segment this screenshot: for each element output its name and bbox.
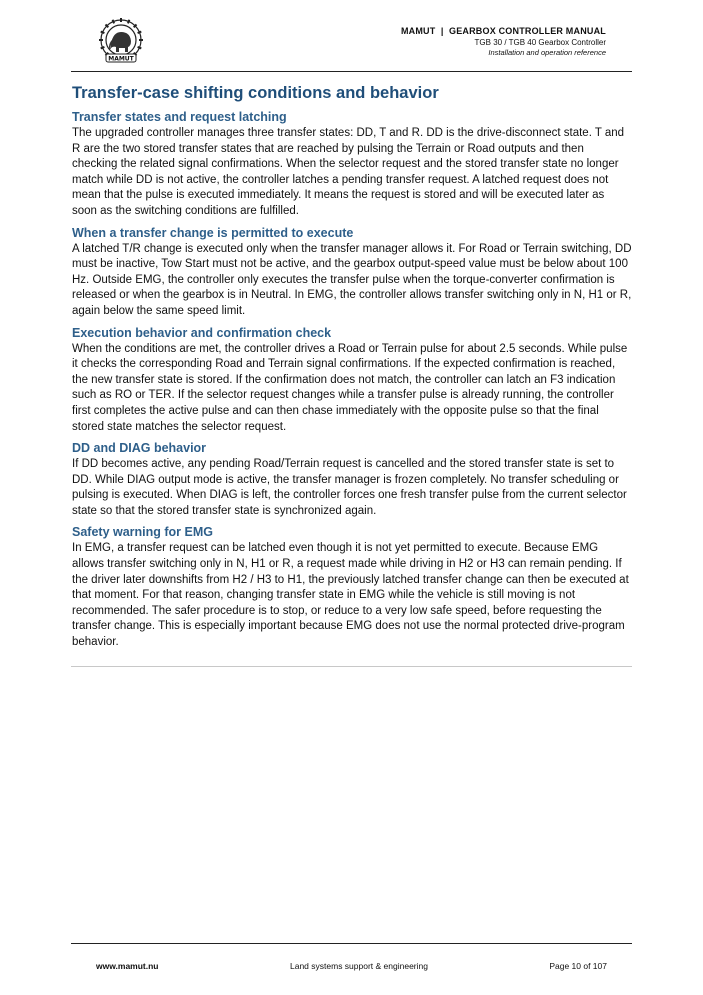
section-body: If DD becomes active, any pending Road/Terrain request is cancelled and the stored transfer state is set to DD. While DIAG output mode is active, the transfer manager is frozen completely. No transfer scheduling or pulsing is executed. When DIAG is left, the controller forces one fresh transfer pulse from the current selector state so that the stored transfer state is synchronized again. <box>72 458 627 517</box>
brand-name: MAMUT <box>400 26 436 36</box>
header-rule <box>71 71 632 72</box>
section-heading: When a transfer change is permitted to execute <box>72 225 354 240</box>
section-body: When the conditions are met, the controller drives a Road or Terrain pulse for about 2.5 seconds. While pulse it checks the corresponding Road and Terrain signal confirmations. If the expected confirmation is reached, the new transfer state is stored. If the confirmation does not match, the controller can latch an F3 indication such as RO or TER. If the selector request changes while a transfer pulse is already running, the controller first completes the active pulse and can then chase immediately with the opposite pulse so that the final stored state matches the selector request. <box>72 342 628 433</box>
section-heading: DD and DIAG behavior <box>72 441 207 456</box>
content-end-rule <box>71 666 632 667</box>
mamut-seal-logo <box>94 16 148 66</box>
section-heading: Transfer states and request latching <box>72 110 287 124</box>
header-separator: | <box>440 26 444 36</box>
footer-page-number: Page 10 of 107 <box>549 961 607 971</box>
section-body: In EMG, a transfer request can be latched even though it is not yet permitted to execute. Because EMG allows transfer switching only in N, H1 or R, a request made while driving in H2 or H3 can remain pending. If the driver later downshifts from H2 / H3 to H1, the previously latched transfer change can then be executed at that moment. For that reason, changing transfer state in EMG while the vehicle is still moving is not recommended. The safer procedure is to stop, or reduce to a very low safe speed, before requesting the transfer change. This is especially important because EMG does not use the normal protected drive-program behavior. <box>72 542 629 649</box>
section-body: A latched T/R change is executed only when the transfer manager allows it. For Road or Terrain switching, DD must be inactive, Tow Start must not be active, and the gearbox output-speed value must be below about 100 Hz. Outside EMG, the controller only executes the transfer pulse when the torque-converter confirmation is released or when the gearbox is in Neutral. In EMG, the controller allows transfer switching only in N, H1 or R, again below the same speed limit. <box>72 242 632 317</box>
footer-website: www.mamut.nu <box>96 961 159 971</box>
page-title: Transfer-case shifting conditions and behavior <box>72 84 439 102</box>
footer-tagline: Land systems support & engineering <box>290 961 428 971</box>
section-heading: Execution behavior and confirmation check <box>72 325 332 340</box>
main-content <box>72 83 632 656</box>
header-subtitle: TGB 30 / TGB 40 Gearbox Controller <box>474 38 606 47</box>
section-safety-warning <box>72 524 632 650</box>
header-subtitle-italic: Installation and operation reference <box>488 48 606 57</box>
section-transfer-states <box>72 109 632 220</box>
section-heading: Safety warning for EMG <box>72 525 213 540</box>
manual-title: GEARBOX CONTROLLER MANUAL <box>449 26 606 36</box>
footer-rule <box>71 943 632 944</box>
header-title <box>401 25 606 37</box>
section-body: The upgraded controller manages three transfer states: DD, T and R. DD is the drive-disconnect state. T and R are the two stored transfer states that are reached by pulsing the Terrain or Road outputs and then checking the related signal confirmations. When the selector request and the stored transfer state no longer match while DD is not active, the controller latches a pending transfer request. A latched request does not mean that the pulse is executed immediately. It means the request is stored and will be executed later as soon as the switching conditions are fulfilled. <box>72 127 625 217</box>
page-header <box>401 25 606 58</box>
section-execution-behavior <box>72 325 632 436</box>
svg-text:MAMUT: MAMUT <box>108 55 134 63</box>
section-dd-diag <box>72 440 632 519</box>
section-transfer-permitted <box>72 225 632 320</box>
